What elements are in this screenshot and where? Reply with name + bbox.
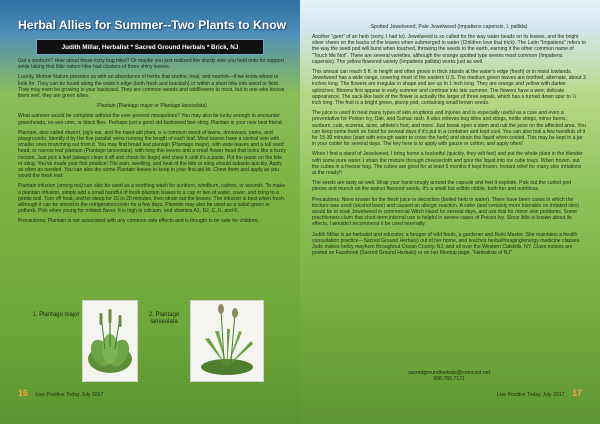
right-footer [497, 388, 582, 398]
jewelweed-paragraph-3: The juice is used to treat many types of skin eruptions and injuries and is especially useful as a cure and even a preventative for Poison Ivy, Oak, and Sumac rash. It also relieves bug bites and stings, nettle stings, minor burns, sunburn, cuts, eczema, acne, athlete's foot, and more. Just break open a stem and rub the juice on the affected area. You can keep some fresh on hand for several days if it's put in a container and kept cool. You can also boil a few handfuls of it for 15-30 minutes (start with enough water to cover the herb) and strain the liquid when cooled. This may be kept in a jar in your cooler for several days. The key here is to apply with gauze or cotton, and apply often! [312, 110, 586, 148]
contact-phone: 908.783.7121 [433, 376, 465, 383]
right-footer-text: Live Positive Today July 2017 [496, 392, 565, 398]
jewelweed-paragraph-5: The seeds are tasty as well. Wrap your hand snugly around the capsule and feel it explode. Pick out the curled pod pieces and munch on the walnut flavored seeds. It's a small but edible nibble, both fun and nutritious. [312, 180, 571, 193]
plantain-paragraph-2: Plantain, also called ribwort, pig's ear, and the band-aid plant, is a common weed of lawns, driveways, parks, and playgrounds. Identify it by the five parallel veins running the length of each leaf. Most leaves have a central vein with smaller ones branching out from it. You may find broad leaf plantain (Plantago major), with wide leaves and a tall seed head, or narrow leaf plantain (Plantago lanceolata), with long thin leaves and a small flower head that looks like a fuzzy cocoon. Just pick a leaf (always clean it off and check for bugs) and chew it until it's a paste. Put the paste on the bite or sting. You've made your first poultice! The pain, swelling, and heat of the bite or sting should subside quickly. Apply as often as needed. You can also dry some Plantain leaves to keep in your first aid kit. Chew them and apply as you would the fresh leaf. [18, 129, 286, 180]
plantago-major-image [83, 301, 137, 381]
right-body-text [312, 34, 586, 261]
plantago-lanceolata-photo [190, 300, 264, 382]
jewelweed-precautions: Precautions: None known for the fresh juice or decoction (boiled herb in water). There have been cases in which the tincture was used (alcohol base) and caused an allergic reaction. A safer (and certainly more tolerable on irritated skin) would be to soak Jewelweed in commercial Witch Hazel for several days, and use that for minor skin problems. Some practitioners claim that short-term internal use is helpful in severe cases of Poison Ivy. Since little is known about its effects, I wouldn't recommend it be used internally. [312, 196, 579, 228]
plantain-precautions: Precautions: Plantain is not associated with any common side effects and is thought to be safe for children. [18, 218, 259, 225]
article-title: Herbal Allies for Summer--Two Plants to Know [18, 18, 287, 32]
plantain-heading: Plantain (Plantago major or Plantago lanceolata) [97, 103, 207, 110]
author-byline: Judith Millar, Herbalist * Sacred Ground Herbals * Brick, NJ [36, 39, 264, 55]
jewelweed-heading: Spotted Jewelweed, Pale Jewelweed (Impatiens capensis, I. pallida) [370, 24, 528, 30]
plantago-lanceolata-image [191, 301, 263, 381]
plantain-paragraph-1: What summer would be complete without the ever-present mosquitoes? You may also be lucky enough to encounter greenheads, no-see-ums, or black flies. Perhaps just a good old-fashioned bee sting. Plantain is your new best friend. [18, 113, 284, 126]
left-footer [18, 388, 103, 398]
plant1-label: 1. Plantago major [32, 312, 80, 318]
plantain-paragraph-3: Plantain infusion (strong tea) can also be used as a soothing wash for sunburn, windburn, rashes, or wounds. To make a plantain infusion, simply add a small handful of fresh plantain leaves to a cup or two of water, cover, and bring to a gentle boil. Turn off heat, and let steep for 15 to 20 minutes, then strain out the leaves. The infusion is best when fresh, although it can be stored in the refrigerator/cooler for a few days. Plantain may also be used as a salad green or potherb. Pick when young for mildest flavor. It is high in calcium, and vitamins A1, B2, C, K, and K. [18, 183, 286, 215]
contact-email[interactable]: sacredgroundherbals@comcast.net [408, 370, 490, 376]
right-page [300, 0, 600, 424]
left-body-text [18, 58, 286, 229]
intro-paragraph-2: Luckily, Mother Nature provides us with an abundance of herbs that soothe, heal, and nourish—if we know where to look for. They can be found along the water's edge (both fresh and brackish) or within a short hike into wood or field. They may even be growing in your backyard. They are common weeds and wildflowers to most, but to one who knows them well, they are green allies. [18, 74, 285, 100]
contact-info [312, 370, 586, 382]
plantago-major-photo [82, 300, 138, 382]
jewelweed-paragraph-4: When I find a stand of Jewelweed, I bring home a bucketful (quickly, they wilt fast) and put the whole plant in the blender with some pure water. I strain the mixture through cheesecloth and pour the liquid into ice cube trays. When frozen, put the cubes in a freezer bag. The cubes are good for at least 6 months if kept frozen. Instant relief for many skin irritations at the ready!! [312, 151, 583, 177]
plant2-label: 2. Plantago lanceolata [148, 312, 180, 325]
left-footer-text: Live Positive Today July 2017 [35, 392, 104, 398]
right-page-number: 17 [571, 388, 582, 398]
author-bio: Judith Millar is an herbalist and educator, a forager of wild foods, a gardener and Reiki Master. She maintains a health consultation practice—Sacred Ground Herbals) out of her home, and teaches herbal/foraging/energy medicine classes. Jude makes herby mayhem throughout Ocean County, NJ, and all over the Western Catskills, NY. Class notices are posted on Facebook (Sacred Ground Herbals) or on her Meetup page, "Herbalists of NJ" [312, 231, 581, 257]
intro-paragraph-1: Got a sunburn? How about those itchy bug bites? Or maybe you just realized the sturdy vine you held onto for support while taking that little nature hike had clusters of three shiny leaves. [18, 58, 284, 71]
jewelweed-paragraph-1: Another "gem" of an herb (sorry, I had to). Jewelweed is so called for the way water beads on its leaves, and the bright silver sheen on the backs of the leaves when submerged in water (Children love that trick). The Latin "Impatiens" refers to the way the seed pod will burst when touched, throwing the seeds to the earth, earning it the other common name of "Touch Me Not". There are several varieties, although the orange spotted type seems most common (Impatiens capensis). The yellow flowered variety (Impatiens pallida) works just as well. [312, 34, 586, 65]
left-page-number: 16 [18, 388, 29, 398]
jewelweed-paragraph-2: This annual can reach 5 ft. in height and often grows in thick stands at the water's edge (fresh) or in moist lowlands. Jewelweed has a wide range, covering most of the eastern U.S. The medium green leaves are toothed, alternate, about 3 inches long. The flowers are irregular in shape and are up to 1 inch long. They are orange and yellow with darker splotches. Blooms first appear in early summer and continue into late summer. The flowers have a wee, delicate appearance. The sack-like back of the flower is actually the larger of three sepals, which has a turned down spur to ½ inch long. The fruit is a bright green, plump pod, containing small brown seeds. [312, 69, 586, 107]
